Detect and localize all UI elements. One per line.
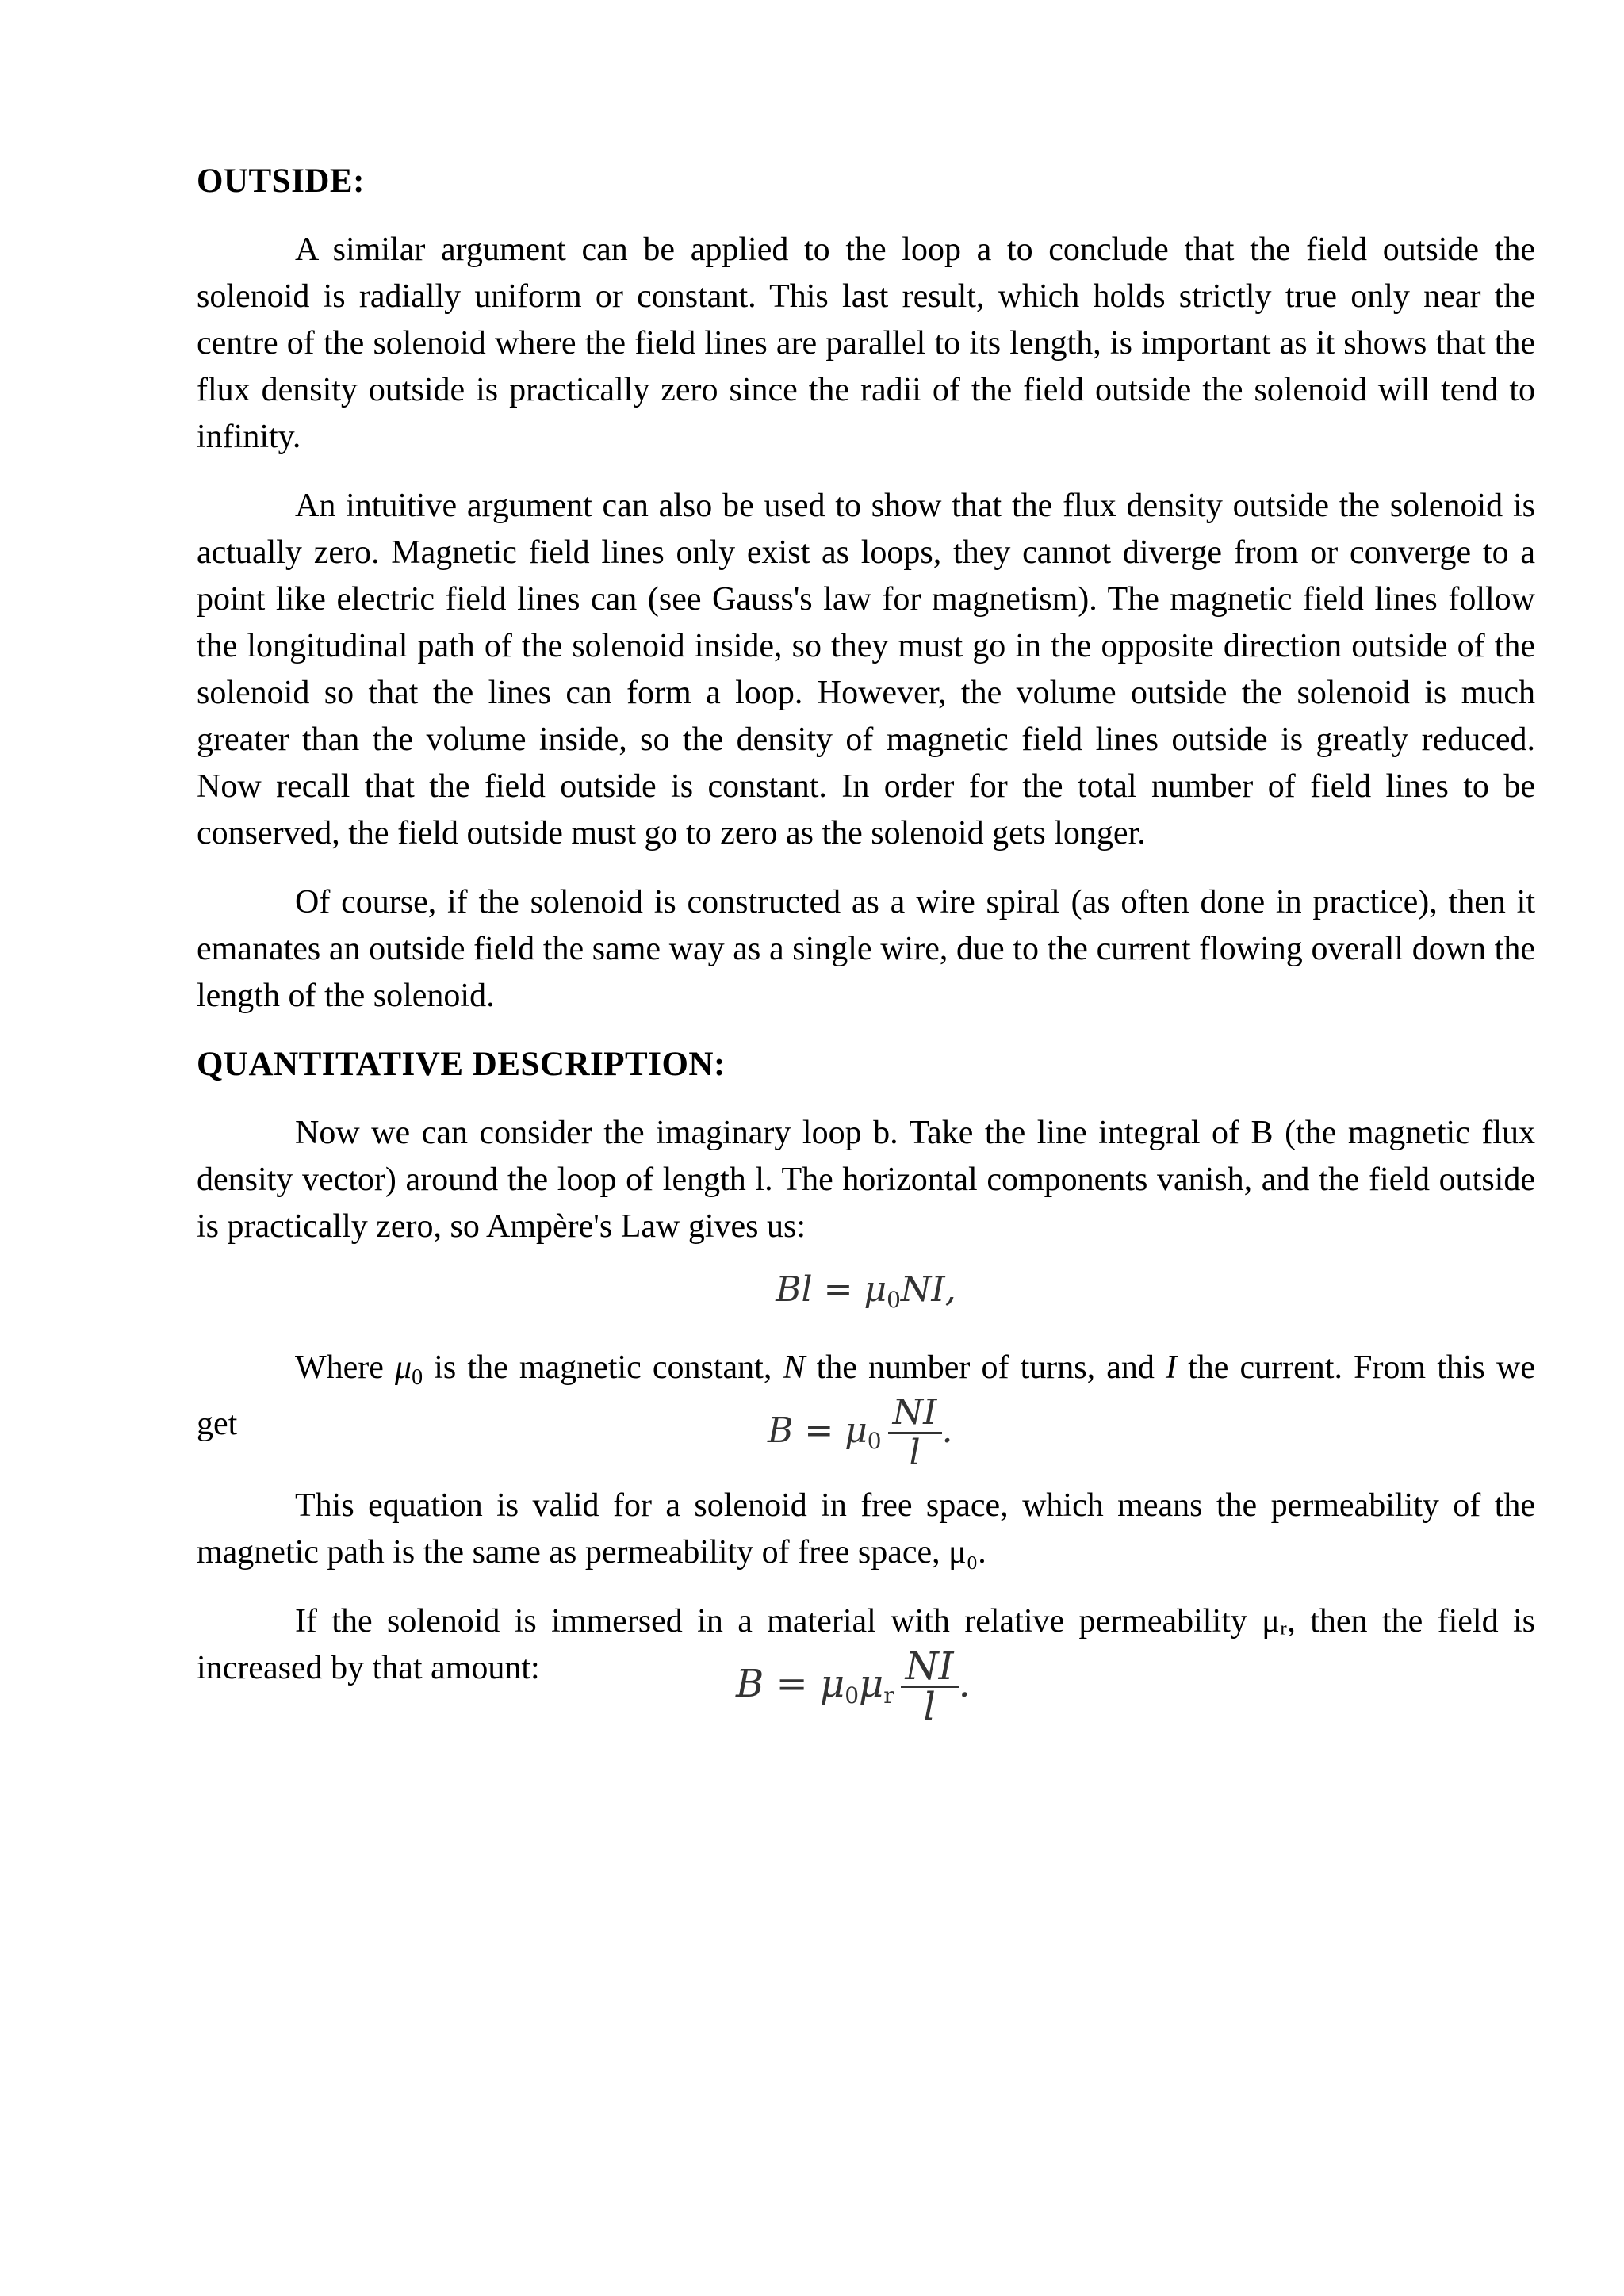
where-mu: μ [395, 1349, 412, 1386]
eq3-mu: μ [820, 1662, 845, 1706]
eq2-end: . [941, 1410, 953, 1451]
eq2-numerator: NI [888, 1394, 942, 1434]
eq3-sub0: 0 [845, 1682, 860, 1709]
equation-field-material [736, 1644, 971, 1729]
where-text-3: the number of turns, and [805, 1349, 1166, 1386]
eq3-mu-r: μ [859, 1662, 884, 1706]
eq1-rhs: NI, [900, 1269, 956, 1310]
eq2-fraction [888, 1394, 942, 1472]
outside-paragraph-2: An intuitive argument can also be used to show that the flux density outside the solenoid is actually zero. Magnetic field lines only exist as loops, they cannot diverge from or converge to a point like electric field lines can (see Gauss's law for magnetism). The magnetic field lines follow the longitudinal path of the solenoid inside, so they must go in the opposite direction outside of the solenoid so that the lines can form a loop. However, the volume outside the solenoid is much greater than the volume inside, so the density of magnetic field lines outside is greatly reduced. Now recall that the field outside is constant. In order for the total number of field lines to be conserved, the field outside must go to zero as the solenoid gets longer. [197, 488, 1535, 851]
eq1-sub: 0 [887, 1287, 901, 1313]
eq1-mu: μ [864, 1269, 887, 1310]
eq3-lhs: B = [736, 1662, 821, 1706]
eq2-sub: 0 [867, 1428, 882, 1454]
quantitative-heading: QUANTITATIVE DESCRIPTION: [197, 1046, 726, 1083]
where-N: N [783, 1349, 806, 1386]
where-text-2: is the magnetic constant, [423, 1349, 783, 1386]
quantitative-paragraph-4: If the solenoid is immersed in a material with relative permeability μᵣ, then the field is increased by that amount: [197, 1603, 1535, 1686]
eq1-lhs: Bl [776, 1269, 813, 1310]
immersed-block [197, 1598, 1535, 1757]
eq2-lhs: B = [768, 1410, 845, 1451]
where-text-1: Where [295, 1349, 396, 1386]
outside-paragraph-3: Of course, if the solenoid is constructed as a wire spiral (as often done in practice), then it emanates an outside field the same way as a single wire, due to the current flowing overall down the length of the solenoid. [197, 884, 1535, 1014]
eq3-end: . [958, 1662, 971, 1706]
outside-heading: OUTSIDE: [197, 163, 365, 200]
eq3-subr: r [883, 1682, 894, 1709]
where-mu-sub: 0 [412, 1365, 423, 1390]
eq3-denominator: l [923, 1685, 936, 1729]
outside-paragraph-1: A similar argument can be applied to the loop a to conclude that the field outside the solenoid is radially uniform or constant. This last result, which holds strictly true only near the centre of the solenoid where the field lines are parallel to its length, is important as it shows that the flux density outside is practically zero since the radii of the field outside the solenoid will tend to infinity. [197, 232, 1535, 455]
quantitative-paragraph-3: This equation is valid for a solenoid in free space, which means the permeability of the magnetic path is the same as permeability of free space, μ₀. [197, 1487, 1535, 1571]
equation-ampere-law [197, 1261, 1535, 1329]
where-text-4: the current. From this we get [197, 1349, 1535, 1442]
quantitative-paragraph-1: Now we can consider the imaginary loop b. Take the line integral of B (the magnetic flux density vector) around the loop of length l. The horizontal components vanish, and the field outside is practically zero, so Ampère's Law gives us: [197, 1115, 1535, 1245]
eq2-mu: μ [845, 1410, 868, 1451]
eq2-denominator: l [909, 1433, 921, 1473]
eq3-numerator: NI [901, 1647, 959, 1688]
page-content [197, 159, 1535, 1757]
eq1-equals: = [812, 1269, 864, 1310]
equation-field-free-space [768, 1394, 953, 1472]
eq3-fraction [901, 1644, 959, 1729]
where-I: I [1165, 1349, 1177, 1386]
where-block [197, 1345, 1535, 1471]
